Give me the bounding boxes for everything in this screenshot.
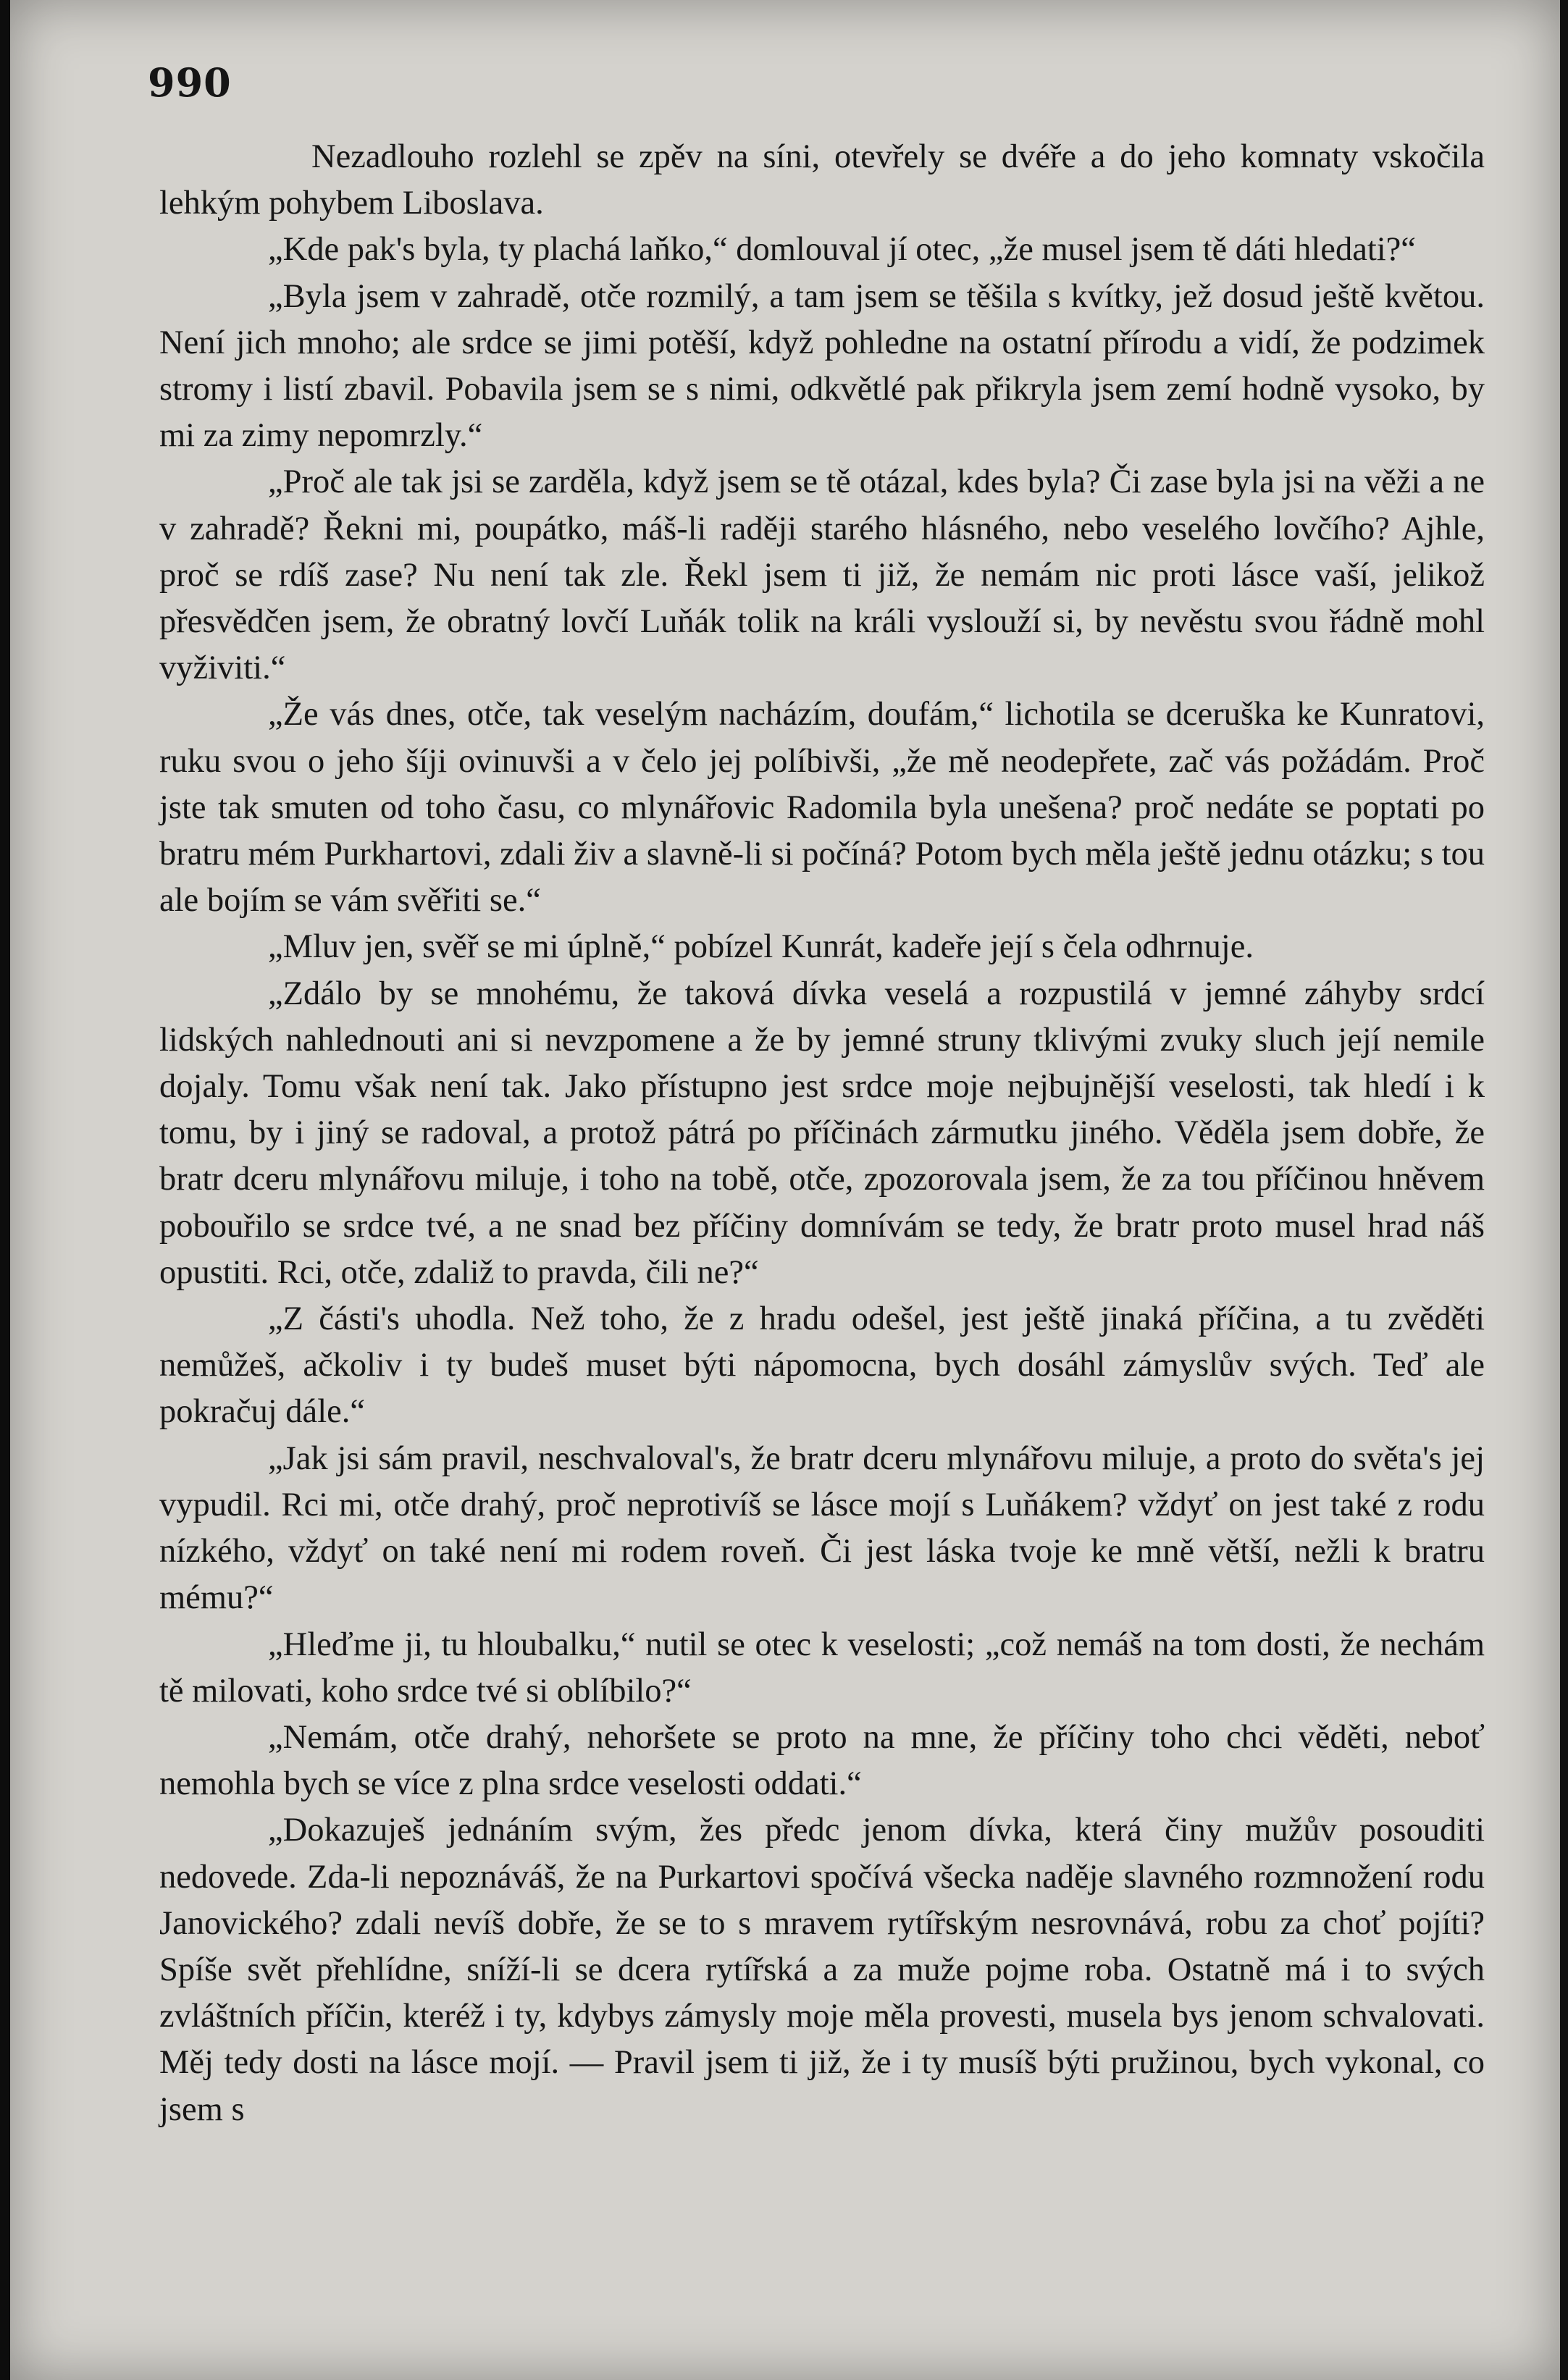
scanned-page [10, 0, 1560, 2380]
paragraph: „Dokazuješ jednáním svým, žes předc jenom dívka, která činy mužův posouditi nedovede. Zda-li nepoznáváš, že na Purkartovi spočívá všecka naděje slavného rozmnožení rodu Janovického? zdali nevíš dobře, že se to s mravem rytířským nesrovnává, robu za choť pojíti? Spíše svět přehlídne, sníží-li se dcera rytířská a za muže pojme roba. Ostatně má i to svých zvláštních příčin, kteréž i ty, kdybys zámysly moje měla provesti, musela bys jenom schvalovati. Měj tedy dosti na lásce mojí. — Pravil jsem ti již, že i ty musíš býti pružinou, bych vykonal, co jsem s [159, 1812, 1485, 2128]
paragraph: „Z části's uhodla. Než toho, že z hradu odešel, jest ještě jinaká příčina, a tu zvěděti nemůžeš, ačkoliv i ty budeš muset býti nápomocna, bych dosáhl zámyslův svých. Teď ale pokračuj dále.“ [159, 1300, 1485, 1431]
paragraph: „Jak jsi sám pravil, neschvaloval's, že bratr dceru mlynářovu miluje, a proto do světa's jej vypudil. Rci mi, otče drahý, proč neprotivíš se lásce mojí s Luňákem? vždyť on jest také z rodu nízkého, vždyť on také není mi rodem roveň. Či jest láska tvoje ke mně větší, nežli k bratru mému?“ [159, 1439, 1485, 1617]
paragraph: „Kde pak's byla, ty plachá laňko,“ domlouval jí otec, „že musel jsem tě dáti hledati?“ [268, 231, 1416, 269]
scan-right-edge [1560, 0, 1568, 2380]
paragraph: „Zdálo by se mnohému, že taková dívka veselá a rozpustilá v jemné záhyby srdcí lidských nahlednouti ani si nevzpomene a že by jemné struny tklivými zvuky sluch její nemile dojaly. Tomu však není tak. Jako přístupno jest srdce moje nejbujnější veselosti, tak hledí i k tomu, by i jiný se radoval, a protož pátrá po příčinách zármutku jiného. Věděla jsem dobře, že bratr dceru mlynářovu miluje, i toho na tobě, otče, zpozorovala jsem, že za tou příčinou hněvem pobouřilo se srdce tvé, a ne snad bez příčiny domnívám se tedy, že bratr proto musel hrad náš opustiti. Rci, otče, zdaliž to pravda, čili ne?“ [159, 975, 1485, 1291]
scan-left-edge [0, 0, 10, 2380]
book-page [10, 0, 1560, 2380]
paragraph: „Že vás dnes, otče, tak veselým nacházím, doufám,“ lichotila se dceruška ke Kunratovi, ruku svou o jeho šíji ovinuvši a v čelo jej políbivši, „že mě neodepřete, zač vás požádám. Proč jste tak smuten od toho času, co mlynářovic Radomila byla unešena? proč nedáte se poptati po bratru mém Purkhartovi, zdali živ a slavně-li si počíná? Potom bych měla ještě jednu otázku; s tou ale bojím se vám svěřiti se.“ [159, 696, 1485, 920]
paragraph: „Proč ale tak jsi se zarděla, když jsem se tě otázal, kdes byla? Či zase byla jsi na věži a ne v zahradě? Řekni mi, poupátko, máš-li raději starého hlásného, nebo veselého lovčího? Ajhle, proč se rdíš zase? Nu není tak zle. Řekl jsem ti již, že nemám nic proti lásce vaší, jelikož přesvědčen jsem, že obratný lovčí Luňák tolik na králi vyslouží si, by nevěstu svou řádně mohl vyživiti.“ [159, 463, 1485, 687]
paragraph: „Byla jsem v zahradě, otče rozmilý, a tam jsem se těšila s kvítky, jež dosud ještě květou. Není jich mnoho; ale srdce se jimi potěší, když pohledne na ostatní přírodu a vidí, že podzimek stromy i listí zbavil. Pobavila jsem se s nimi, odkvětlé pak přikryla jsem zemí hodně vysoko, by mi za zimy nepomrzly.“ [159, 277, 1485, 455]
paragraph: „Hleďme ji, tu hloubalku,“ nutil se otec k veselosti; „což nemáš na tom dosti, že nechám tě milovati, koho srdce tvé si oblíbilo?“ [159, 1626, 1485, 1710]
page-number: 990 [148, 59, 232, 106]
paragraph: Nezadlouho rozlehl se zpěv na síni, otevřely se dvéře a do jeho komnaty vskočila lehkým pohybem Liboslava. [159, 138, 1485, 222]
paragraph: „Mluv jen, svěř se mi úplně,“ pobízel Kunrát, kadeře její s čela odhrnuje. [268, 928, 1254, 966]
paragraph: „Nemám, otče drahý, nehoršete se proto na mne, že příčiny toho chci věděti, neboť nemohla bych se více z plna srdce veselosti oddati.“ [159, 1718, 1485, 1803]
body-text [159, 134, 1485, 2133]
